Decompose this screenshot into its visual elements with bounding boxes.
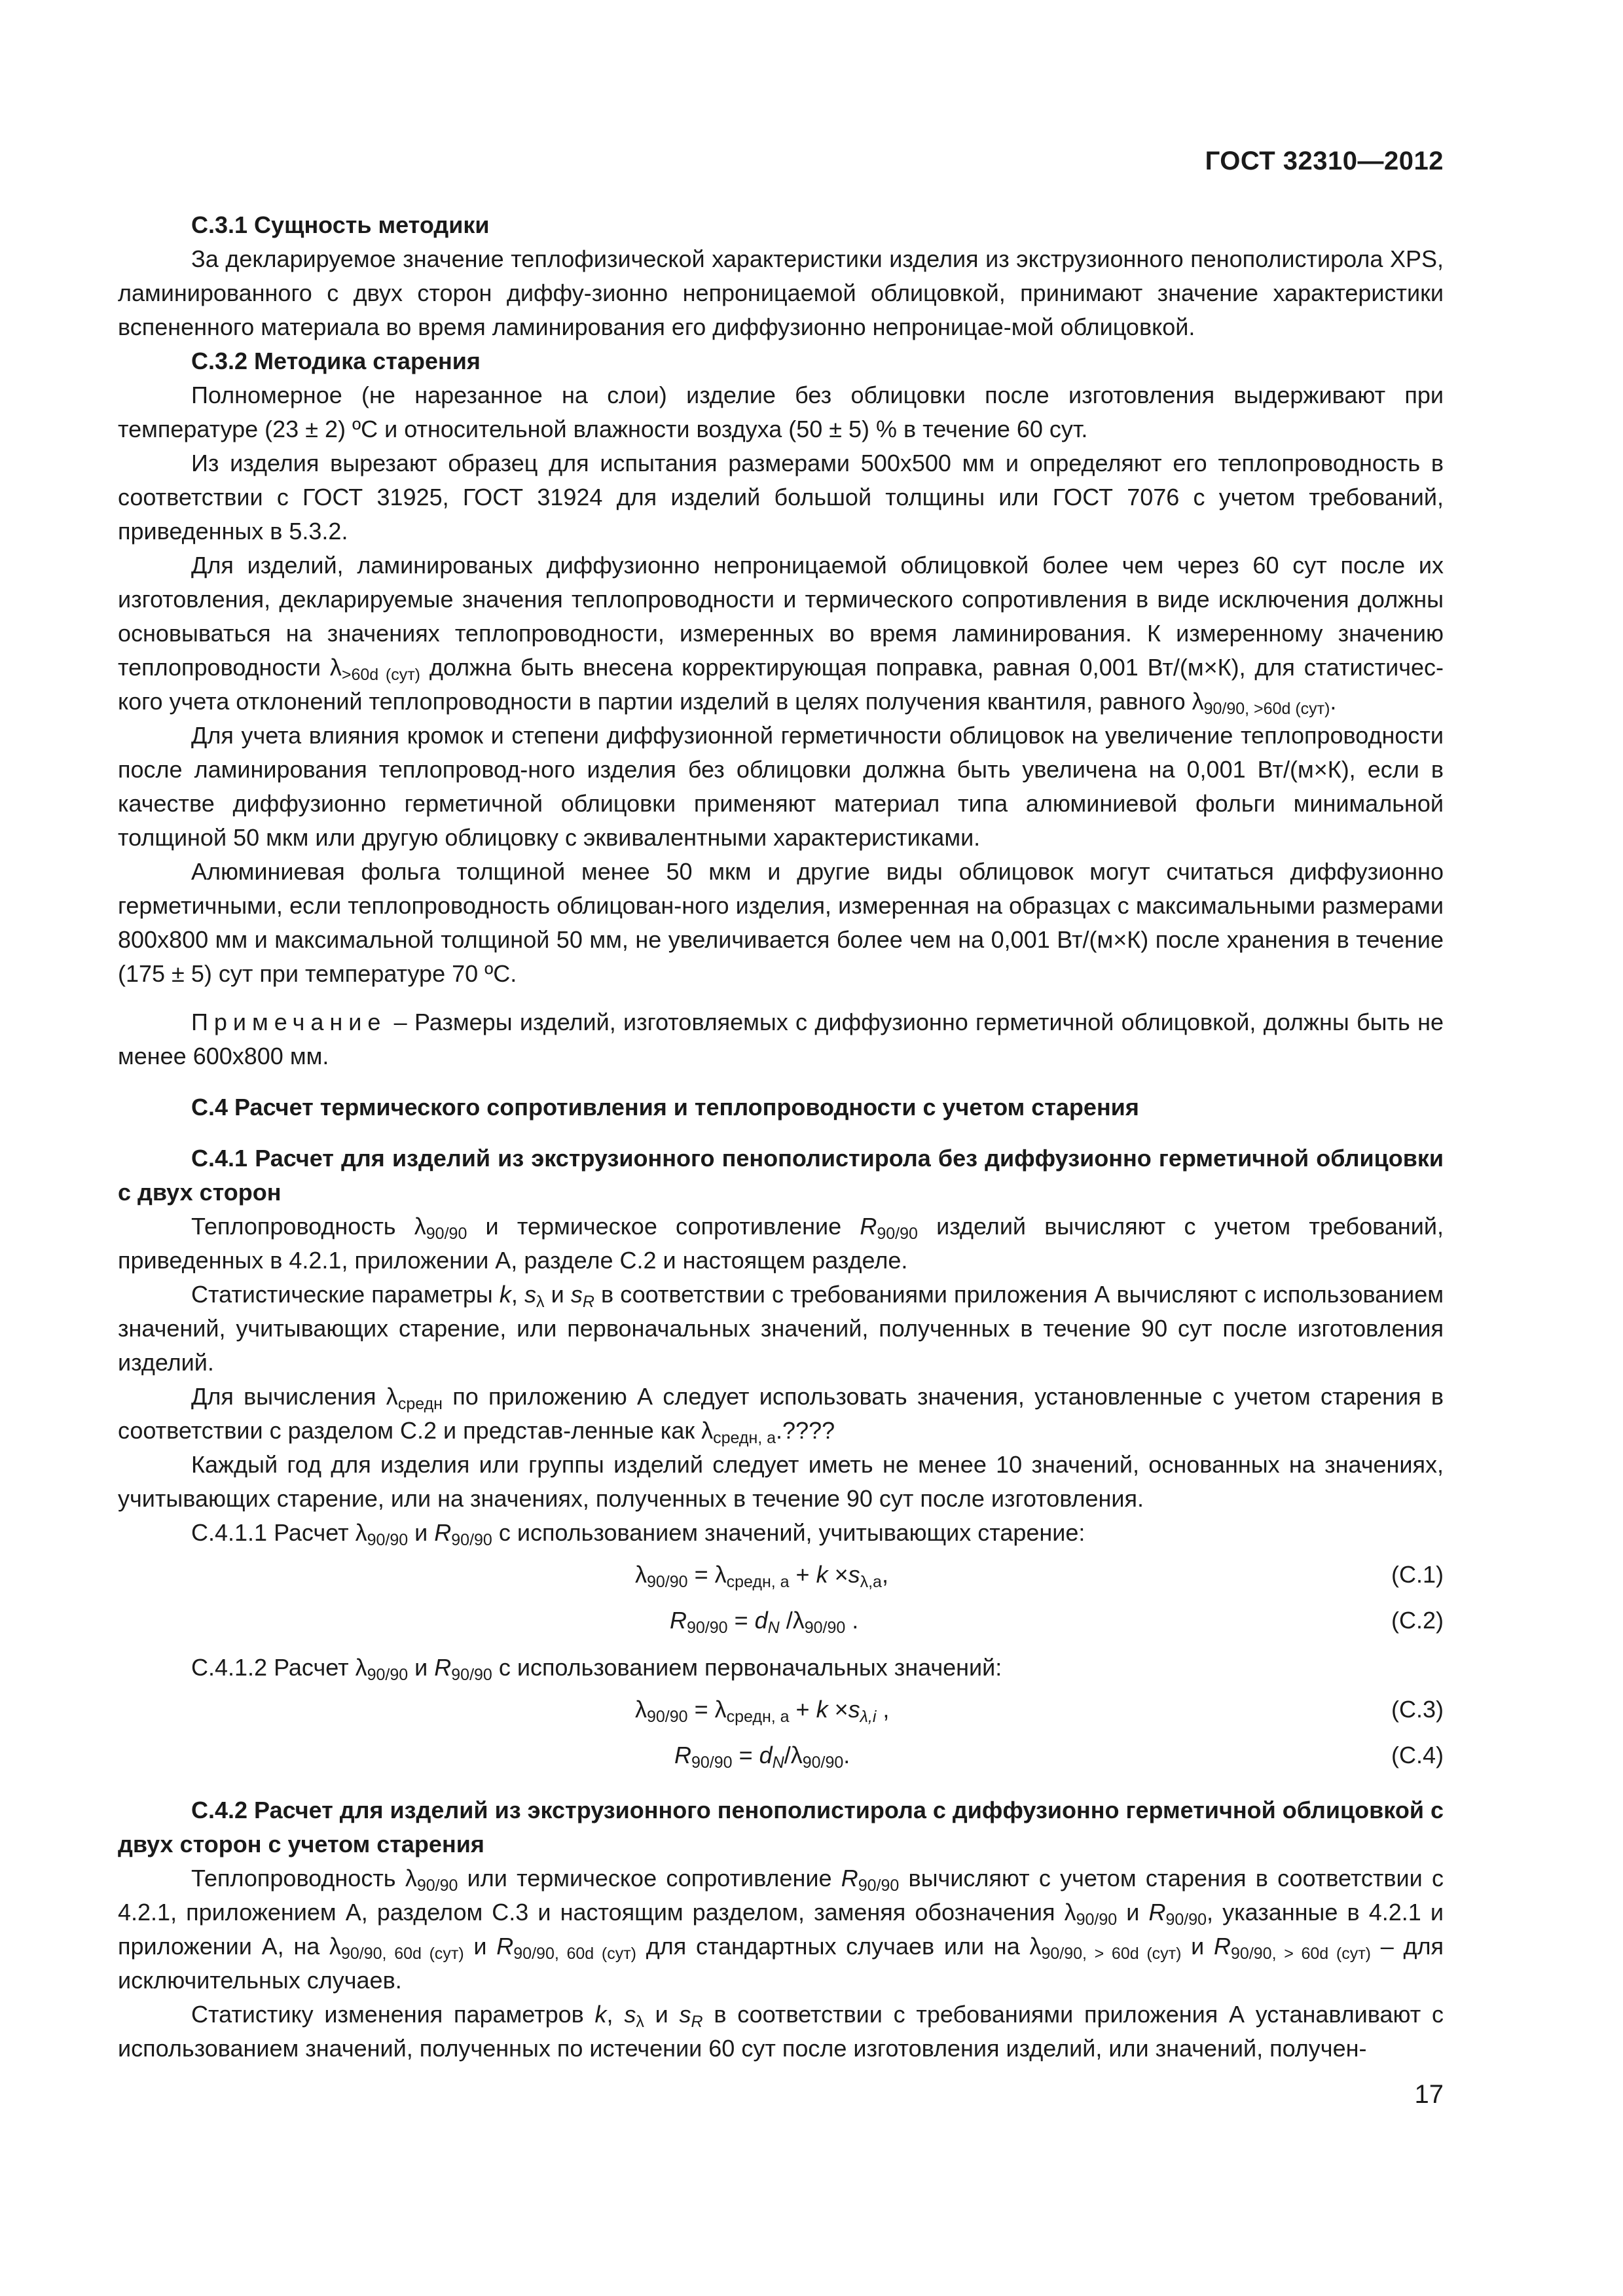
formula-c1: $\lambda_{90/90} = \lambda_{средн, а} + k \times s_{\lambda,а}$, (С.1) [118,1555,1444,1596]
formula-c3: $\lambda_{90/90} = \lambda_{средн, а} + k \times s_{\lambda,i}$ , (С.3) [118,1690,1444,1731]
paragraph: Алюминиевая фольга толщиной менее 50 мкм и другие виды облицовок могут считаться диффузионно герметичными, если теплопроводность облицован-ного изделия, измеренная на образцах с максимальными размерами 800х800 мм и максимальной толщиной 50 мм, не увеличивается более чем на 0,001 Вт/(м×К) после хранения в течение (175 ± 5) сут при температуре 70 ºС. [118,858,1444,987]
paragraph: За декларируемое значение теплофизической характеристики изделия из экструзионного пенополистирола XPS, ламинированного с двух сторон диффу-зионно непроницаемой облицовкой, принимают значение характеристики вспененного материала во время ламинирования его диффузионно непроницае-мой облицовкой. [118,245,1444,340]
formula-number: (С.4) [1391,1742,1444,1768]
page-number: 17 [1414,2080,1444,2109]
formula-number: (С.2) [1391,1607,1444,1634]
paragraph: Для учета влияния кромок и степени диффузионной герметичности облицовок на увеличение теплопроводности после ламинирования теплопровод-ного изделия без облицовки должна быть увеличена на 0,001 Вт/(м×К), если в качестве диффузионно герметичной облицовки применяют материал типа алюминиевой фольги минимальной толщиной 50 мкм или другую облицовку с эквивалентными характеристиками. [118,722,1444,851]
paragraph: Статистику изменения параметров k, $s_\lambda$ и $s_R$ в соответствии с требованиями приложения А устанавливают с использованием значений, полученных по истечении 60 сут после изготовления изделий, или значений, получен- [118,2001,1444,2062]
paragraph: Статистические параметры k, $s_\lambda$ и $s_R$ в соответствии с требованиями приложения А вычисляют с использованием значений, учитывающих старение, или первоначальных значений, полученных в течение 90 сут после изготовления изделий. [118,1281,1444,1376]
page-content [118,208,1444,2066]
formula-number: (С.3) [1391,1696,1444,1723]
paragraph: Из изделия вырезают образец для испытания размерами 500х500 мм и определяют его теплопроводность в соответствии с ГОСТ 31925, ГОСТ 31924 для изделий большой толщины или ГОСТ 7076 с учетом требований, приведенных в 5.3.2. [118,450,1444,545]
paragraph: Для изделий, ламинированых диффузионно непроницаемой облицовкой более чем через 60 сут после их изготовления, декларируемые значения теплопроводности и термического сопротивления в виде исключения должны основываться на значениях теплопроводности, измеренных во время ламинирования. К измеренному значению теплопроводности $\lambda_{>60d (сут)}$ должна быть внесена корректирующая поправка, равная 0,001 Вт/(м×К), для статистичес-кого учета отклонений теплопроводности в партии изделий в целях получения квантиля, равного $\lambda_{90/90, >60d (сут)}$. [118,552,1444,718]
paragraph: Каждый год для изделия или группы изделий следует иметь не менее 10 значений, основанных на значениях, учитывающих старение, или на значениях, полученных в течение 90 сут после изготовления. [118,1451,1444,1512]
paragraph: С.4.1.1 Расчет $\lambda_{90/90}$ и $R_{90/90}$ с использованием значений, учитывающих старение: [191,1519,1085,1549]
document-code: ГОСТ 32310—2012 [1205,147,1444,175]
formula-c4: $R_{90/90} = d_N/\lambda_{90/90}$. (С.4) [118,1736,1444,1776]
formula-c2: $R_{90/90} = d_N$ $/\lambda_{90/90}$ . (С.2) [118,1601,1444,1641]
section-heading-c4: С.4 Расчет термического сопротивления и теплопроводности с учетом старения [191,1094,1139,1121]
note-label: Примечание [191,1009,387,1035]
section-heading-c41: С.4.1 Расчет для изделий из экструзионного пенополистирола без диффузионно герметичной облицовки с двух сторон [118,1145,1444,1206]
paragraph: Полномерное (не нарезанное на слои) изделие без облицовки после изготовления выдерживают при температуре (23 ± 2) ºС и относительной влажности воздуха (50 ± 5) % в течение 60 сут. [118,382,1444,442]
section-heading-c42: С.4.2 Расчет для изделий из экструзионного пенополистирола с диффузионно герметичной облицовкой с двух сторон с учетом старения [118,1797,1444,1857]
paragraph: Для вычисления $\lambda_{средн}$ по приложению А следует использовать значения, установленные с учетом старения в соответствии с разделом С.2 и представ-ленные как $\lambda_{средн, a}$.???? [118,1383,1444,1447]
paragraph: С.4.1.2 Расчет $\lambda_{90/90}$ и $R_{90/90}$ с использованием первоначальных значений: [191,1654,1002,1684]
paragraph: Теплопроводность $\lambda_{90/90}$ или термическое сопротивление $R_{90/90}$ вычисляют с учетом старения в соответствии с 4.2.1, приложением А, разделом С.3 и настоящим разделом, заменяя обозначения $\lambda_{90/90}$ и $R_{90/90}$, указанные в 4.2.1 и приложении А, на $\lambda_{90/90, 60d (сут)}$ и $R_{90/90, 60d (сут)}$ для стандартных случаев или на $\lambda_{90/90, > 60d (сут)}$ и $R_{90/90, > 60d (сут)}$ – для исключительных случаев. [118,1865,1444,1994]
note: Примечание – Размеры изделий, изготовляемых с диффузионно герметичной облицовкой, должны быть не менее 600х800 мм. [118,1009,1444,1069]
section-heading-c31: С.3.1 Сущность методики [191,211,490,238]
paragraph: Теплопроводность $\lambda_{90/90}$ и термическое сопротивление $R_{90/90}$ изделий вычисляют с учетом требований, приведенных в 4.2.1, приложении А, разделе С.2 и настоящем разделе. [118,1213,1444,1274]
section-heading-c32: С.3.2 Методика старения [191,348,481,374]
formula-number: (С.1) [1391,1561,1444,1588]
